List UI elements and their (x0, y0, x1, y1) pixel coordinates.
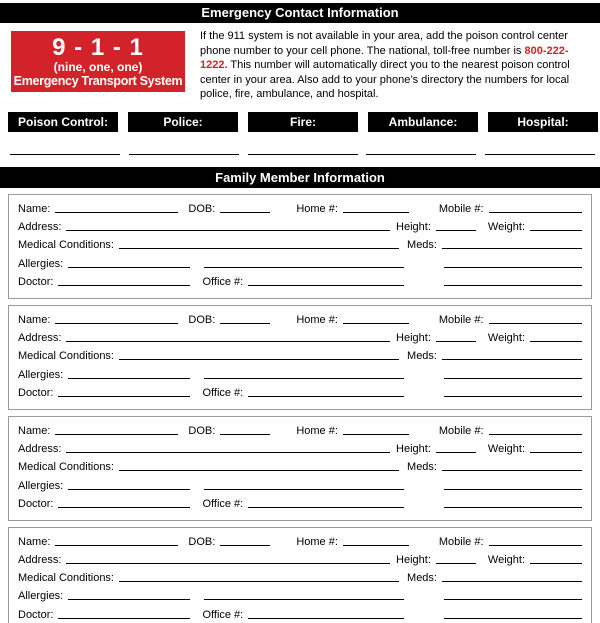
mobile-phone-fill-line[interactable] (489, 205, 582, 213)
page-header-bar (0, 3, 600, 23)
allergies-label: Allergies: (18, 590, 64, 603)
allergies-extra-fill-line[interactable] (204, 371, 404, 379)
office-phone-label: Office #: (202, 497, 244, 510)
home-phone-fill-line[interactable] (343, 316, 409, 324)
name-fill-line[interactable] (55, 205, 178, 213)
height-fill-line[interactable] (436, 445, 476, 453)
home-phone-fill-line[interactable] (343, 427, 409, 435)
doctor-fill-line[interactable] (58, 389, 190, 397)
meds-extra-fill-line-2[interactable] (444, 500, 582, 508)
address-label: Address: (18, 443, 62, 456)
name-label: Name: (18, 535, 51, 548)
office-phone-fill-line[interactable] (248, 611, 404, 619)
medical-conditions-fill-line[interactable] (119, 352, 399, 360)
address-label: Address: (18, 554, 62, 567)
allergies-fill-line[interactable] (68, 592, 190, 600)
weight-fill-line[interactable] (530, 334, 582, 342)
emergency-transport-system-label: Emergency Transport System (13, 73, 183, 88)
member-row-doctor-office (18, 606, 582, 623)
member-row-medical-meds (18, 458, 582, 476)
member-row-address-height-weight (18, 218, 582, 236)
intro-paragraph (200, 29, 595, 102)
family-member-boxes (8, 194, 592, 623)
doctor-fill-line[interactable] (58, 500, 190, 508)
dob-fill-line[interactable] (220, 538, 270, 546)
page-title: Emergency Contact Information (201, 5, 399, 20)
meds-label: Meds: (407, 350, 437, 363)
poison-control-phone-number: 800-222-1222. (200, 44, 569, 72)
height-fill-line[interactable] (436, 223, 476, 231)
medical-conditions-label: Medical Conditions: (18, 461, 114, 474)
height-label: Height: (396, 332, 431, 345)
member-row-name-dob-phones (18, 533, 582, 551)
family-member-box (8, 194, 592, 299)
member-row-medical-meds (18, 569, 582, 587)
name-fill-line[interactable] (55, 316, 178, 324)
address-label: Address: (18, 221, 62, 234)
member-row-doctor-office (18, 384, 582, 402)
member-row-doctor-office (18, 273, 582, 291)
meds-extra-fill-line-1[interactable] (444, 371, 582, 379)
contact-label-police: Police: (128, 112, 238, 132)
hospital-fill-line[interactable] (485, 149, 595, 155)
name-fill-line[interactable] (55, 538, 178, 546)
medical-conditions-fill-line[interactable] (119, 241, 399, 249)
meds-extra-fill-line-1[interactable] (444, 482, 582, 490)
office-phone-fill-line[interactable] (248, 500, 404, 508)
member-row-address-height-weight (18, 551, 582, 569)
office-phone-fill-line[interactable] (248, 278, 404, 286)
member-row-allergies (18, 587, 582, 605)
medical-conditions-label: Medical Conditions: (18, 239, 114, 252)
allergies-label: Allergies: (18, 479, 64, 492)
contact-label-bars (8, 112, 598, 132)
weight-fill-line[interactable] (530, 223, 582, 231)
contact-label-hospital: Hospital: (488, 112, 598, 132)
allergies-label: Allergies: (18, 257, 64, 270)
family-member-box (8, 305, 592, 410)
poison-control-fill-line[interactable] (10, 149, 120, 155)
dob-fill-line[interactable] (220, 427, 270, 435)
meds-label: Meds: (407, 572, 437, 585)
meds-extra-fill-line-1[interactable] (444, 260, 582, 268)
office-phone-fill-line[interactable] (248, 389, 404, 397)
mobile-phone-fill-line[interactable] (489, 427, 582, 435)
emergency-911-box (11, 31, 185, 92)
medical-conditions-fill-line[interactable] (119, 463, 399, 471)
meds-fill-line[interactable] (442, 574, 582, 582)
mobile-phone-label: Mobile #: (438, 424, 484, 437)
office-phone-label: Office #: (202, 608, 244, 621)
member-row-doctor-office (18, 495, 582, 513)
police-fill-line[interactable] (129, 149, 239, 155)
member-row-address-height-weight (18, 329, 582, 347)
office-phone-label: Office #: (202, 386, 244, 399)
allergies-extra-fill-line[interactable] (204, 260, 404, 268)
member-row-name-dob-phones (18, 311, 582, 329)
member-row-name-dob-phones (18, 422, 582, 440)
meds-extra-fill-line-2[interactable] (444, 389, 582, 397)
address-label: Address: (18, 332, 62, 345)
home-phone-label: Home #: (296, 535, 338, 548)
intro-text-after: This number will automatically direct you to the nearest poison control center in your area. Also add to your phone’s directory the numbers for local police, fire, ambulance, and hospital. (200, 59, 570, 101)
mobile-phone-fill-line[interactable] (489, 538, 582, 546)
home-phone-fill-line[interactable] (343, 205, 409, 213)
home-phone-label: Home #: (296, 203, 338, 216)
height-label: Height: (396, 443, 431, 456)
home-phone-label: Home #: (296, 424, 338, 437)
name-label: Name: (18, 314, 51, 326)
family-member-box (8, 416, 592, 521)
nine-one-one-pronunciation: (nine, one, one) (53, 59, 143, 74)
meds-fill-line[interactable] (442, 352, 582, 360)
contact-label-fire: Fire: (248, 112, 358, 132)
weight-fill-line[interactable] (530, 445, 582, 453)
nine-one-one-number: 9 - 1 - 1 (52, 33, 144, 61)
member-row-medical-meds (18, 347, 582, 365)
allergies-label: Allergies: (18, 368, 64, 381)
allergies-fill-line[interactable] (68, 482, 190, 490)
member-row-allergies (18, 476, 582, 494)
meds-extra-fill-line-2[interactable] (444, 278, 582, 286)
home-phone-fill-line[interactable] (343, 538, 409, 546)
family-section-title: Family Member Information (215, 169, 385, 185)
name-fill-line[interactable] (55, 427, 178, 435)
meds-label: Meds: (407, 461, 437, 474)
allergies-fill-line[interactable] (68, 371, 190, 379)
weight-label: Weight: (487, 332, 525, 345)
office-phone-label: Office #: (202, 275, 244, 288)
member-row-name-dob-phones (18, 200, 582, 218)
height-label: Height: (396, 554, 431, 567)
mobile-phone-label: Mobile #: (438, 314, 484, 326)
member-row-allergies (18, 255, 582, 273)
medical-conditions-label: Medical Conditions: (18, 350, 114, 363)
intro-section (11, 31, 595, 102)
address-fill-line[interactable] (66, 223, 390, 231)
medical-conditions-fill-line[interactable] (119, 574, 399, 582)
address-fill-line[interactable] (66, 334, 390, 342)
mobile-phone-label: Mobile #: (438, 203, 484, 216)
dob-label: DOB: (188, 314, 216, 326)
allergies-extra-fill-line[interactable] (204, 592, 404, 600)
height-label: Height: (396, 221, 431, 234)
home-phone-label: Home #: (296, 314, 338, 326)
ambulance-fill-line[interactable] (366, 149, 476, 155)
fire-fill-line[interactable] (248, 149, 358, 155)
doctor-label: Doctor: (18, 497, 54, 510)
dob-fill-line[interactable] (220, 316, 270, 324)
contact-label-ambulance: Ambulance: (368, 112, 478, 132)
weight-label: Weight: (487, 443, 525, 456)
member-row-allergies (18, 365, 582, 383)
meds-fill-line[interactable] (442, 241, 582, 249)
member-row-medical-meds (18, 236, 582, 254)
intro-text-before: If the 911 system is not available in your area, add the poison control center phone number to your cell phone. The national, toll-free number is (200, 30, 568, 57)
weight-fill-line[interactable] (530, 556, 582, 564)
dob-label: DOB: (188, 535, 216, 548)
address-fill-line[interactable] (66, 445, 390, 453)
meds-label: Meds: (407, 239, 437, 252)
doctor-fill-line[interactable] (58, 611, 190, 619)
family-member-box (8, 527, 592, 623)
family-section-bar (0, 167, 600, 188)
allergies-extra-fill-line[interactable] (204, 482, 404, 490)
contact-label-poison-control: Poison Control: (8, 112, 118, 132)
medical-conditions-label: Medical Conditions: (18, 572, 114, 585)
meds-extra-fill-line-1[interactable] (444, 592, 582, 600)
weight-label: Weight: (487, 554, 525, 567)
doctor-label: Doctor: (18, 608, 54, 621)
height-fill-line[interactable] (436, 334, 476, 342)
contact-fill-lines (10, 149, 595, 155)
dob-label: DOB: (188, 203, 216, 216)
name-label: Name: (18, 424, 51, 437)
doctor-fill-line[interactable] (58, 278, 190, 286)
address-fill-line[interactable] (66, 556, 390, 564)
doctor-label: Doctor: (18, 386, 54, 399)
meds-fill-line[interactable] (442, 463, 582, 471)
mobile-phone-fill-line[interactable] (489, 316, 582, 324)
height-fill-line[interactable] (436, 556, 476, 564)
meds-extra-fill-line-2[interactable] (444, 611, 582, 619)
dob-fill-line[interactable] (220, 205, 270, 213)
member-row-address-height-weight (18, 440, 582, 458)
mobile-phone-label: Mobile #: (438, 535, 484, 548)
allergies-fill-line[interactable] (68, 260, 190, 268)
doctor-label: Doctor: (18, 275, 54, 288)
dob-label: DOB: (188, 424, 216, 437)
name-label: Name: (18, 203, 51, 216)
weight-label: Weight: (487, 221, 525, 234)
